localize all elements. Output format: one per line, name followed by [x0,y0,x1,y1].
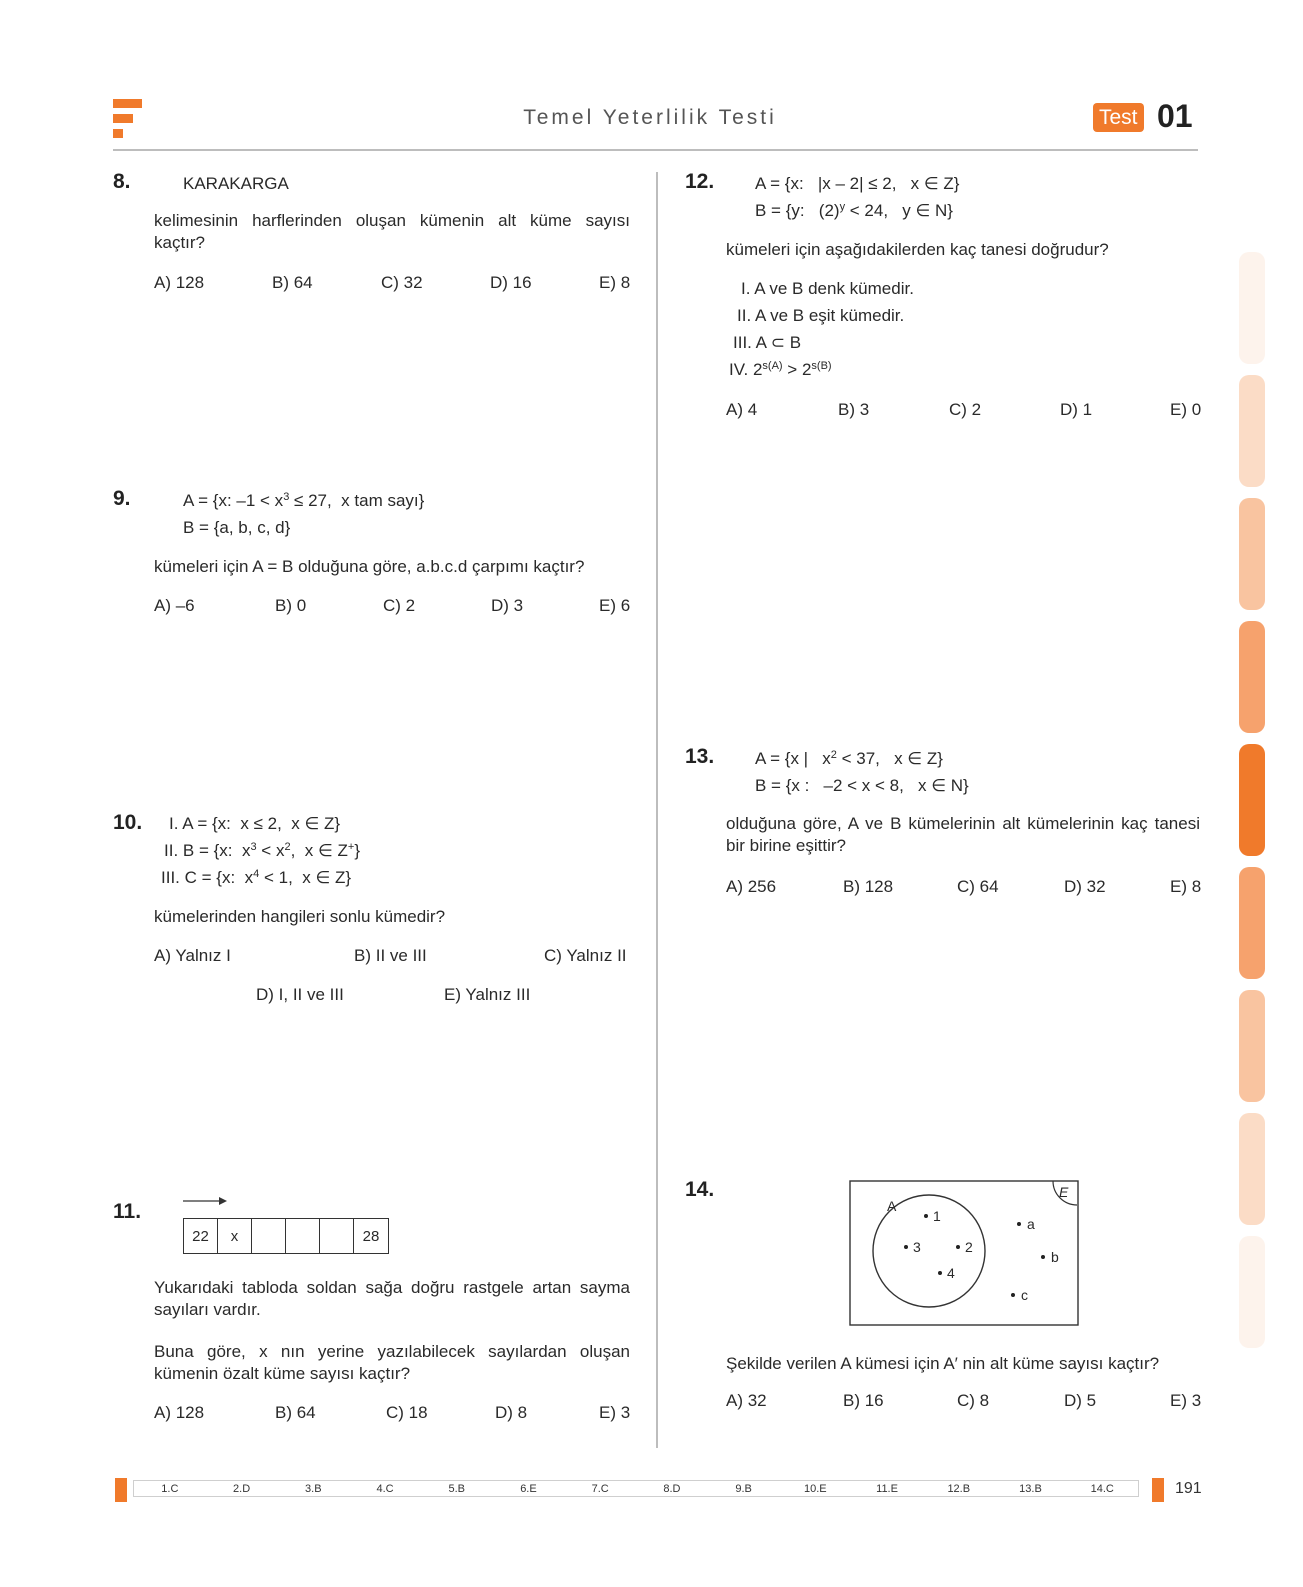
question-text: Buna göre, x nın yerine yazılabilecek sayılardan oluşan kümenin özalt küme sayısı kaçtır? [154,1342,630,1383]
table-cell: x [218,1219,252,1253]
statement-4: IV. $2^{s(A)} > 2^{s(B)}$ [729,360,832,379]
side-tab [1239,867,1265,979]
question-number: 13. [685,745,715,768]
universe-label: E [1059,1184,1069,1200]
question-text: kümelerinden hangileri sonlu kümedir? [154,907,446,926]
side-tab [1239,498,1265,610]
footer-mark-left [115,1478,127,1502]
element-1: 1 [933,1208,941,1224]
answer-key-item: 14.C [1090,1482,1114,1495]
header-divider [113,149,1198,151]
option-e[interactable]: E) 8 [599,273,631,292]
side-tab [1239,990,1265,1102]
option-c[interactable]: C) 2 [383,596,416,615]
answer-key-item: 3.B [305,1482,322,1495]
option-b[interactable]: B) 16 [843,1391,884,1410]
universe-rect [850,1181,1078,1325]
option-d[interactable]: D) 5 [1064,1391,1097,1410]
option-a[interactable]: A) 256 [726,877,777,896]
set-a-definition: A = {x | $x^2 < 37$, x ∈ Z} [755,749,943,768]
statement-1: I. A = {x: x ≤ 2, x ∈ Z} [169,814,341,833]
option-a[interactable]: A) Yalnız I [154,946,231,965]
option-e[interactable]: E) Yalnız III [444,985,531,1004]
page-title: Temel Yeterlilik Testi [523,106,777,129]
test-number: 01 [1157,98,1193,134]
question-number: 11. [113,1200,142,1223]
table-cell: 28 [362,1227,380,1245]
answer-key-item: 11.E [876,1482,898,1495]
side-tab [1239,1236,1265,1348]
answer-key-item: 13.B [1019,1482,1042,1495]
answer-key-item: 1.C [161,1482,179,1495]
option-d[interactable]: D) 8 [495,1403,528,1422]
answer-key-item: 8.D [663,1482,681,1495]
option-e[interactable]: E) 3 [1170,1391,1202,1410]
side-tab [1239,375,1265,487]
side-tab [1239,744,1265,856]
option-c[interactable]: C) 18 [386,1403,428,1422]
venn-diagram [849,1180,1079,1326]
table-cell [286,1219,320,1253]
question-description: Yukarıdaki tabloda soldan sağa doğru rastgele artan sayma sayıları vardır. [154,1278,630,1319]
question-text: Şekilde verilen A kümesi için A′ nin alt küme sayısı kaçtır? [726,1354,1160,1373]
set-a-definition: A = {x: |x – 2| ≤ 2, x ∈ Z} [755,174,960,193]
option-a[interactable]: A) 128 [154,1403,205,1422]
option-c[interactable]: C) Yalnız II [544,946,627,965]
option-e[interactable]: E) 6 [599,596,631,615]
option-e[interactable]: E) 3 [599,1403,631,1422]
answer-key-item: 7.C [591,1482,609,1495]
option-a[interactable]: A) 4 [726,400,758,419]
table-cell: 22 [184,1219,218,1253]
answer-key [133,1480,1139,1497]
option-b[interactable]: B) 0 [275,596,307,615]
option-a[interactable]: A) 128 [154,273,205,292]
option-e[interactable]: E) 8 [1170,877,1202,896]
element-b: b [1051,1249,1059,1265]
element-c: c [1021,1287,1028,1303]
option-d[interactable]: D) 3 [491,596,524,615]
option-c[interactable]: C) 2 [949,400,982,419]
element-3: 3 [913,1239,921,1255]
option-a[interactable]: A) 32 [726,1391,767,1410]
number-table [183,1218,389,1254]
answer-key-item: 5.B [448,1482,465,1495]
option-d[interactable]: D) 16 [490,273,532,292]
option-b[interactable]: B) 3 [838,400,870,419]
element-2: 2 [965,1239,973,1255]
question-number: 14. [685,1178,715,1201]
answer-key-item: 6.E [520,1482,537,1495]
statement-3: III. C = {x: $x^4 < 1$, x ∈ Z} [161,868,352,887]
option-c[interactable]: C) 32 [381,273,423,292]
question-text: kümeleri için A = B olduğuna göre, a.b.c.d çarpımı kaçtır? [154,557,585,576]
answer-key-item: 12.B [947,1482,971,1495]
option-e[interactable]: E) 0 [1170,400,1202,419]
question-text: kümeleri için aşağıdakilerden kaç tanesi doğrudur? [726,240,1109,259]
question-number: 9. [113,487,131,510]
set-b-definition: B = {y: $(2)^y < 24$, y ∈ N} [755,201,953,220]
option-c[interactable]: C) 64 [957,877,999,896]
arrow-right-icon [183,1196,229,1206]
answer-key-item: 2.D [233,1482,251,1495]
question-number: 12. [685,170,715,193]
statement-2: II. B = {x: $x^3 < x^2$, x ∈ Z+} [164,841,361,860]
element-4: 4 [947,1265,955,1281]
set-a-definition: A = {x: $-1 < x^3 \le 27$, x tam sayı} [183,491,425,510]
set-a-label: A [887,1198,897,1214]
side-tab [1239,1113,1265,1225]
test-badge: Test [1093,103,1144,132]
option-d[interactable]: D) 1 [1060,400,1093,419]
answer-key-item: 9.B [735,1482,752,1495]
option-b[interactable]: B) 64 [272,273,313,292]
side-tab [1239,621,1265,733]
side-tab [1239,252,1265,364]
set-b-definition: B = {x : –2 < x < 8, x ∈ N} [755,776,969,795]
element-a: a [1027,1216,1035,1232]
option-c[interactable]: C) 8 [957,1391,990,1410]
page-number: 191 [1175,1480,1202,1497]
statement-2: II. A ve B eşit kümedir. [737,306,905,325]
footer-mark-right [1152,1478,1164,1502]
set-b-definition: B = {a, b, c, d} [183,518,291,537]
option-b[interactable]: B) II ve III [354,946,427,965]
option-b[interactable]: B) 128 [843,877,894,896]
option-d[interactable]: D) 32 [1064,877,1106,896]
statement-1: I. A ve B denk kümedir. [741,279,914,298]
question-text: olduğuna göre, A ve B kümelerinin alt kümelerinin kaç tanesi bir birine eşittir? [726,814,1200,855]
table-cell [320,1219,354,1253]
answer-key-item: 10.E [804,1482,827,1495]
question-text: kelimesinin harflerinden oluşan kümenin alt küme sayısı kaçtır? [154,211,630,252]
question-word: KARAKARGA [183,174,289,193]
question-number: 8. [113,170,131,193]
column-divider [656,172,658,1448]
statement-3: III. A ⊂ B [733,333,802,352]
question-number: 10. [113,811,143,834]
answer-key-item: 4.C [376,1482,394,1495]
option-b[interactable]: B) 64 [275,1403,316,1422]
option-a[interactable]: A) –6 [154,596,195,615]
option-d[interactable]: D) I, II ve III [256,985,344,1004]
table-cell [252,1219,286,1253]
